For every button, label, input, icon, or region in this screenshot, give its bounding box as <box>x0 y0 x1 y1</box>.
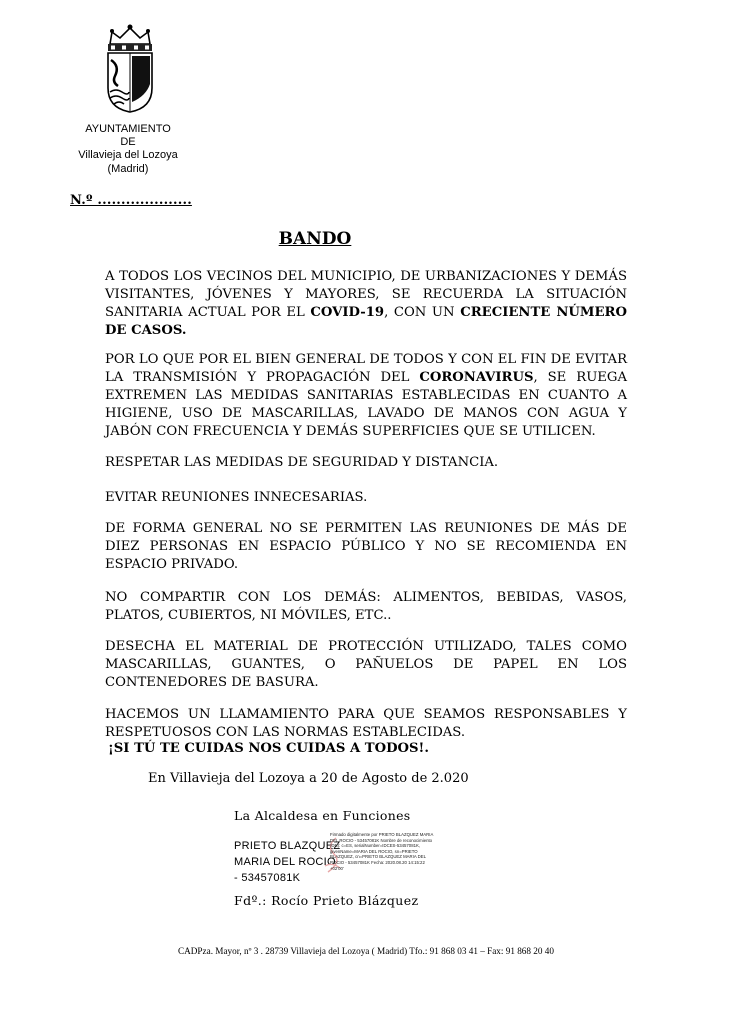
paragraph-3: RESPETAR LAS MEDIDAS DE SEGURIDAD Y DISTANCIA. <box>105 455 499 470</box>
signer-role: La Alcaldesa en Funciones <box>234 808 411 823</box>
paragraph-8: HACEMOS UN LLAMAMIENTO PARA QUE SEAMOS RESPONSABLES Y RESPETUOSOS CON LAS NORMAS ESTABLECIDAS. <box>105 707 627 740</box>
paragraph-5: DE FORMA GENERAL NO SE PERMITEN LAS REUNIONES DE MÁS DE DIEZ PERSONAS EN ESPACIO PÚBLICO Y NO SE RECOMIENDA EN ESPACIO PRIVADO. <box>105 521 627 572</box>
signer-name-line-1: PRIETO BLAZQUEZ <box>234 840 341 852</box>
paragraph-2-highlight-coronavirus: CORONAVIRUS <box>419 370 534 385</box>
paragraph-1-highlight-cases: CRECIENTE NÚMERO DE CASOS. <box>105 305 628 338</box>
institution-label: AYUNTAMIENTO <box>85 123 171 135</box>
paragraph-2-text: POR LO QUE POR EL BIEN GENERAL DE TODOS Y CON EL FIN DE EVITAR LA TRANSMISIÓN Y PROPAGACIÓN DEL <box>105 352 627 385</box>
institution-de: DE <box>120 136 136 148</box>
signer-name-line-2: MARIA DEL ROCIO <box>234 856 336 868</box>
municipality-name: Villavieja del Lozoya <box>78 149 178 161</box>
province-name: (Madrid) <box>107 163 149 175</box>
signed-by: Fdº.: Rocío Prieto Blázquez <box>234 893 419 908</box>
document-number: N.º .................... <box>70 193 192 208</box>
paragraph-1-text: A TODOS LOS VECINOS DEL MUNICIPIO, DE URBANIZACIONES Y DEMÁS VISITANTES, JÓVENES Y MAYORES, SE RECUERDA LA SITUACIÓN SANITARIA ACTUAL POR EL <box>105 269 627 320</box>
page-title: BANDO <box>278 229 352 249</box>
signer-id: - 53457081K <box>234 872 301 884</box>
paragraph-7: DESECHA EL MATERIAL DE PROTECCIÓN UTILIZADO, TALES COMO MASCARILLAS, GUANTES, O PAÑUELOS DE PAPEL EN LOS CONTENEDORES DE BASURA. <box>105 639 627 690</box>
footer-address: CADPza. Mayor, nº 3 . 28739 Villavieja del Lozoya ( Madrid) Tfo.: 91 868 03 41 – Fax: 91 868 20 40 <box>178 946 554 956</box>
digital-signature-details: Firmado digitalmente por PRIETO BLAZQUEZ MARIA DEL ROCIO - 53457081K Nombre de reconocimiento (DN): c=ES, serialNumber=IDCES-53457081K, givenName=MARIA DEL ROCIO, sn=PRIETO BLAZQUEZ, cn=PRIETO BLAZQUEZ MARIA DEL ROCIO - 53457081K Fecha: 2020.08.20 14:15:22 +02'00' <box>330 832 434 871</box>
paragraph-1-highlight-covid: COVID-19 <box>310 305 385 320</box>
paragraph-6: NO COMPARTIR CON LOS DEMÁS: ALIMENTOS, BEBIDAS, VASOS, PLATOS, CUBIERTOS, NI MÓVILES, ETC.. <box>105 590 627 623</box>
coat-of-arms-icon <box>102 22 158 114</box>
paragraph-2-text-2: , SE RUEGA EXTREMEN LAS MEDIDAS SANITARIAS ESTABLECIDAS EN CUANTO A HIGIENE, USO DE MASCARILLAS, LAVADO DE MANOS CON AGUA Y JABÓN CON FRECUENCIA Y DEMÁS SUPERFICIES QUE SE UTILICEN. <box>105 370 627 439</box>
closing-slogan: ¡SI TÚ TE CUIDAS NOS CUIDAS A TODOS!. <box>108 741 429 756</box>
place-date: En Villavieja del Lozoya a 20 de Agosto de 2.020 <box>148 771 469 786</box>
paragraph-1-text-2: , CON UN <box>384 305 461 320</box>
paragraph-2 <box>105 351 627 441</box>
paragraph-1 <box>105 268 627 340</box>
paragraph-4: EVITAR REUNIONES INNECESARIAS. <box>105 490 368 505</box>
